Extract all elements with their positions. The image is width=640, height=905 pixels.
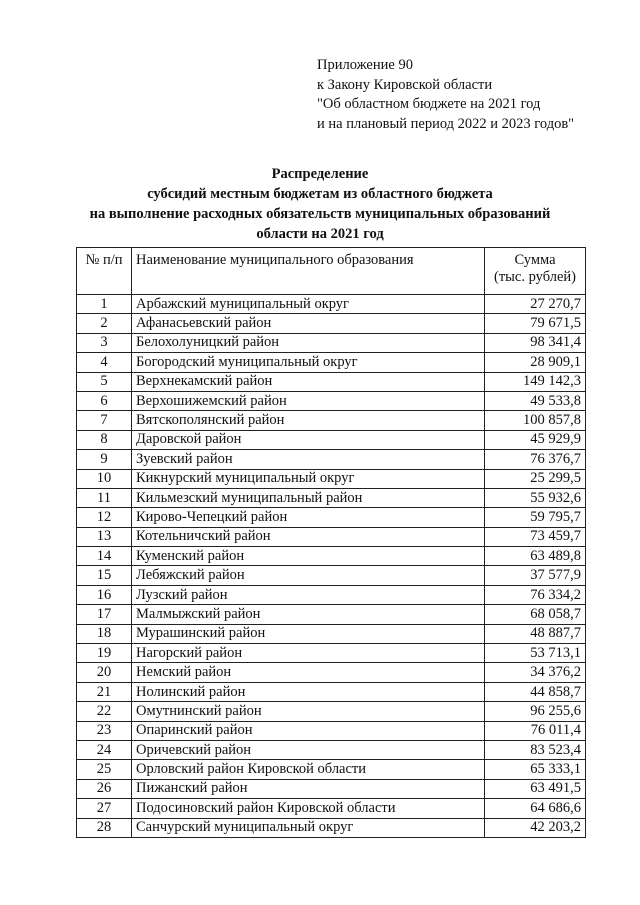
row-number: 24	[77, 740, 132, 759]
row-municipality: Кикнурский муниципальный округ	[132, 469, 485, 488]
table-row	[77, 469, 586, 488]
row-municipality: Опаринский район	[132, 721, 485, 740]
row-sum: 53 713,1	[485, 644, 586, 663]
appendix-header	[317, 56, 574, 134]
row-number: 13	[77, 527, 132, 546]
row-number: 5	[77, 372, 132, 391]
table-row	[77, 450, 586, 469]
table-row	[77, 760, 586, 779]
table-row	[77, 779, 586, 798]
row-sum: 55 932,6	[485, 488, 586, 507]
row-sum: 76 011,4	[485, 721, 586, 740]
row-municipality: Арбажский муниципальный округ	[132, 295, 485, 314]
row-sum: 59 795,7	[485, 508, 586, 527]
row-sum: 68 058,7	[485, 605, 586, 624]
row-municipality: Зуевский район	[132, 450, 485, 469]
row-number: 15	[77, 566, 132, 585]
table-row	[77, 663, 586, 682]
row-number: 27	[77, 799, 132, 818]
row-municipality: Кильмезский муниципальный район	[132, 488, 485, 507]
table-row	[77, 372, 586, 391]
appendix-line: Приложение 90	[317, 57, 413, 73]
row-municipality: Нагорский район	[132, 644, 485, 663]
row-sum: 63 489,8	[485, 547, 586, 566]
table-row	[77, 488, 586, 507]
row-number: 16	[77, 585, 132, 604]
appendix-line: к Закону Кировской области	[317, 76, 493, 93]
row-municipality: Санчурский муниципальный округ	[132, 818, 485, 837]
row-sum: 25 299,5	[485, 469, 586, 488]
row-municipality: Вятскополянский район	[132, 411, 485, 430]
row-sum: 64 686,6	[485, 799, 586, 818]
row-sum: 28 909,1	[485, 353, 586, 372]
row-municipality: Лузский район	[132, 585, 485, 604]
table-row	[77, 430, 586, 449]
row-number: 8	[77, 430, 132, 449]
table-row	[77, 314, 586, 333]
row-sum: 83 523,4	[485, 740, 586, 759]
row-number: 23	[77, 721, 132, 740]
row-number: 21	[77, 682, 132, 701]
row-sum: 79 671,5	[485, 314, 586, 333]
row-number: 17	[77, 605, 132, 624]
row-sum: 49 533,8	[485, 391, 586, 410]
table-row	[77, 508, 586, 527]
row-municipality: Нолинский район	[132, 682, 485, 701]
row-sum: 76 334,2	[485, 585, 586, 604]
subsidy-table	[76, 247, 586, 838]
row-number: 9	[77, 450, 132, 469]
row-municipality: Котельничский район	[132, 527, 485, 546]
row-municipality: Даровской район	[132, 430, 485, 449]
row-number: 18	[77, 624, 132, 643]
row-number: 2	[77, 314, 132, 333]
table-row	[77, 721, 586, 740]
row-municipality: Куменский район	[132, 547, 485, 566]
row-municipality: Афанасьевский район	[132, 314, 485, 333]
row-sum: 34 376,2	[485, 663, 586, 682]
row-sum: 149 142,3	[485, 372, 586, 391]
row-number: 6	[77, 391, 132, 410]
row-municipality: Лебяжский район	[132, 566, 485, 585]
row-municipality: Кирово-Чепецкий район	[132, 508, 485, 527]
title-line: области на 2021 год	[256, 226, 384, 242]
row-municipality: Подосиновский район Кировской области	[132, 799, 485, 818]
row-municipality: Мурашинский район	[132, 624, 485, 643]
row-municipality: Орловский район Кировской области	[132, 760, 485, 779]
document-title	[0, 164, 640, 244]
row-number: 11	[77, 488, 132, 507]
row-number: 14	[77, 547, 132, 566]
row-number: 20	[77, 663, 132, 682]
row-sum: 42 203,2	[485, 818, 586, 837]
row-number: 3	[77, 333, 132, 352]
row-municipality: Верхнекамский район	[132, 372, 485, 391]
row-municipality: Белохолуницкий район	[132, 333, 485, 352]
appendix-line: "Об областном бюджете на 2021 год	[317, 96, 541, 112]
table-row	[77, 333, 586, 352]
title-line: Распределение	[271, 166, 369, 182]
column-header-sum-line2: (тыс. рублей)	[494, 269, 576, 285]
title-line: на выполнение расходных обязательств муниципальных образований	[89, 206, 551, 222]
row-sum: 65 333,1	[485, 760, 586, 779]
table-header-row	[77, 248, 586, 295]
table-row	[77, 585, 586, 604]
row-sum: 44 858,7	[485, 682, 586, 701]
table-row	[77, 353, 586, 372]
table-row	[77, 411, 586, 430]
row-municipality: Малмыжский район	[132, 605, 485, 624]
row-municipality: Верхошижемский район	[132, 391, 485, 410]
table-row	[77, 391, 586, 410]
row-sum: 98 341,4	[485, 333, 586, 352]
row-number: 22	[77, 702, 132, 721]
row-number: 26	[77, 779, 132, 798]
row-sum: 100 857,8	[485, 411, 586, 430]
row-sum: 27 270,7	[485, 295, 586, 314]
table-row	[77, 702, 586, 721]
table-row	[77, 547, 586, 566]
column-header-num: № п/п	[77, 248, 132, 295]
row-municipality: Немский район	[132, 663, 485, 682]
row-number: 19	[77, 644, 132, 663]
appendix-line: и на плановый период 2022 и 2023 годов"	[317, 115, 575, 132]
table-row	[77, 799, 586, 818]
table-row	[77, 605, 586, 624]
row-sum: 48 887,7	[485, 624, 586, 643]
table-row	[77, 818, 586, 837]
table-row	[77, 740, 586, 759]
row-sum: 37 577,9	[485, 566, 586, 585]
table-row	[77, 295, 586, 314]
row-number: 7	[77, 411, 132, 430]
row-number: 1	[77, 295, 132, 314]
title-line: субсидий местным бюджетам из областного бюджета	[147, 186, 493, 202]
table-row	[77, 624, 586, 643]
row-number: 12	[77, 508, 132, 527]
table-row	[77, 644, 586, 663]
table-body	[77, 295, 586, 838]
row-municipality: Оричевский район	[132, 740, 485, 759]
row-sum: 73 459,7	[485, 527, 586, 546]
row-sum: 63 491,5	[485, 779, 586, 798]
row-number: 10	[77, 469, 132, 488]
column-header-sum	[485, 248, 586, 295]
row-sum: 45 929,9	[485, 430, 586, 449]
column-header-sum-line1: Сумма	[514, 252, 556, 268]
column-header-name: Наименование муниципального образования	[132, 248, 485, 295]
row-sum: 76 376,7	[485, 450, 586, 469]
row-number: 28	[77, 818, 132, 837]
row-sum: 96 255,6	[485, 702, 586, 721]
row-municipality: Омутнинский район	[132, 702, 485, 721]
table-row	[77, 566, 586, 585]
table-row	[77, 682, 586, 701]
row-number: 25	[77, 760, 132, 779]
row-number: 4	[77, 353, 132, 372]
table-row	[77, 527, 586, 546]
row-municipality: Богородский муниципальный округ	[132, 353, 485, 372]
row-municipality: Пижанский район	[132, 779, 485, 798]
